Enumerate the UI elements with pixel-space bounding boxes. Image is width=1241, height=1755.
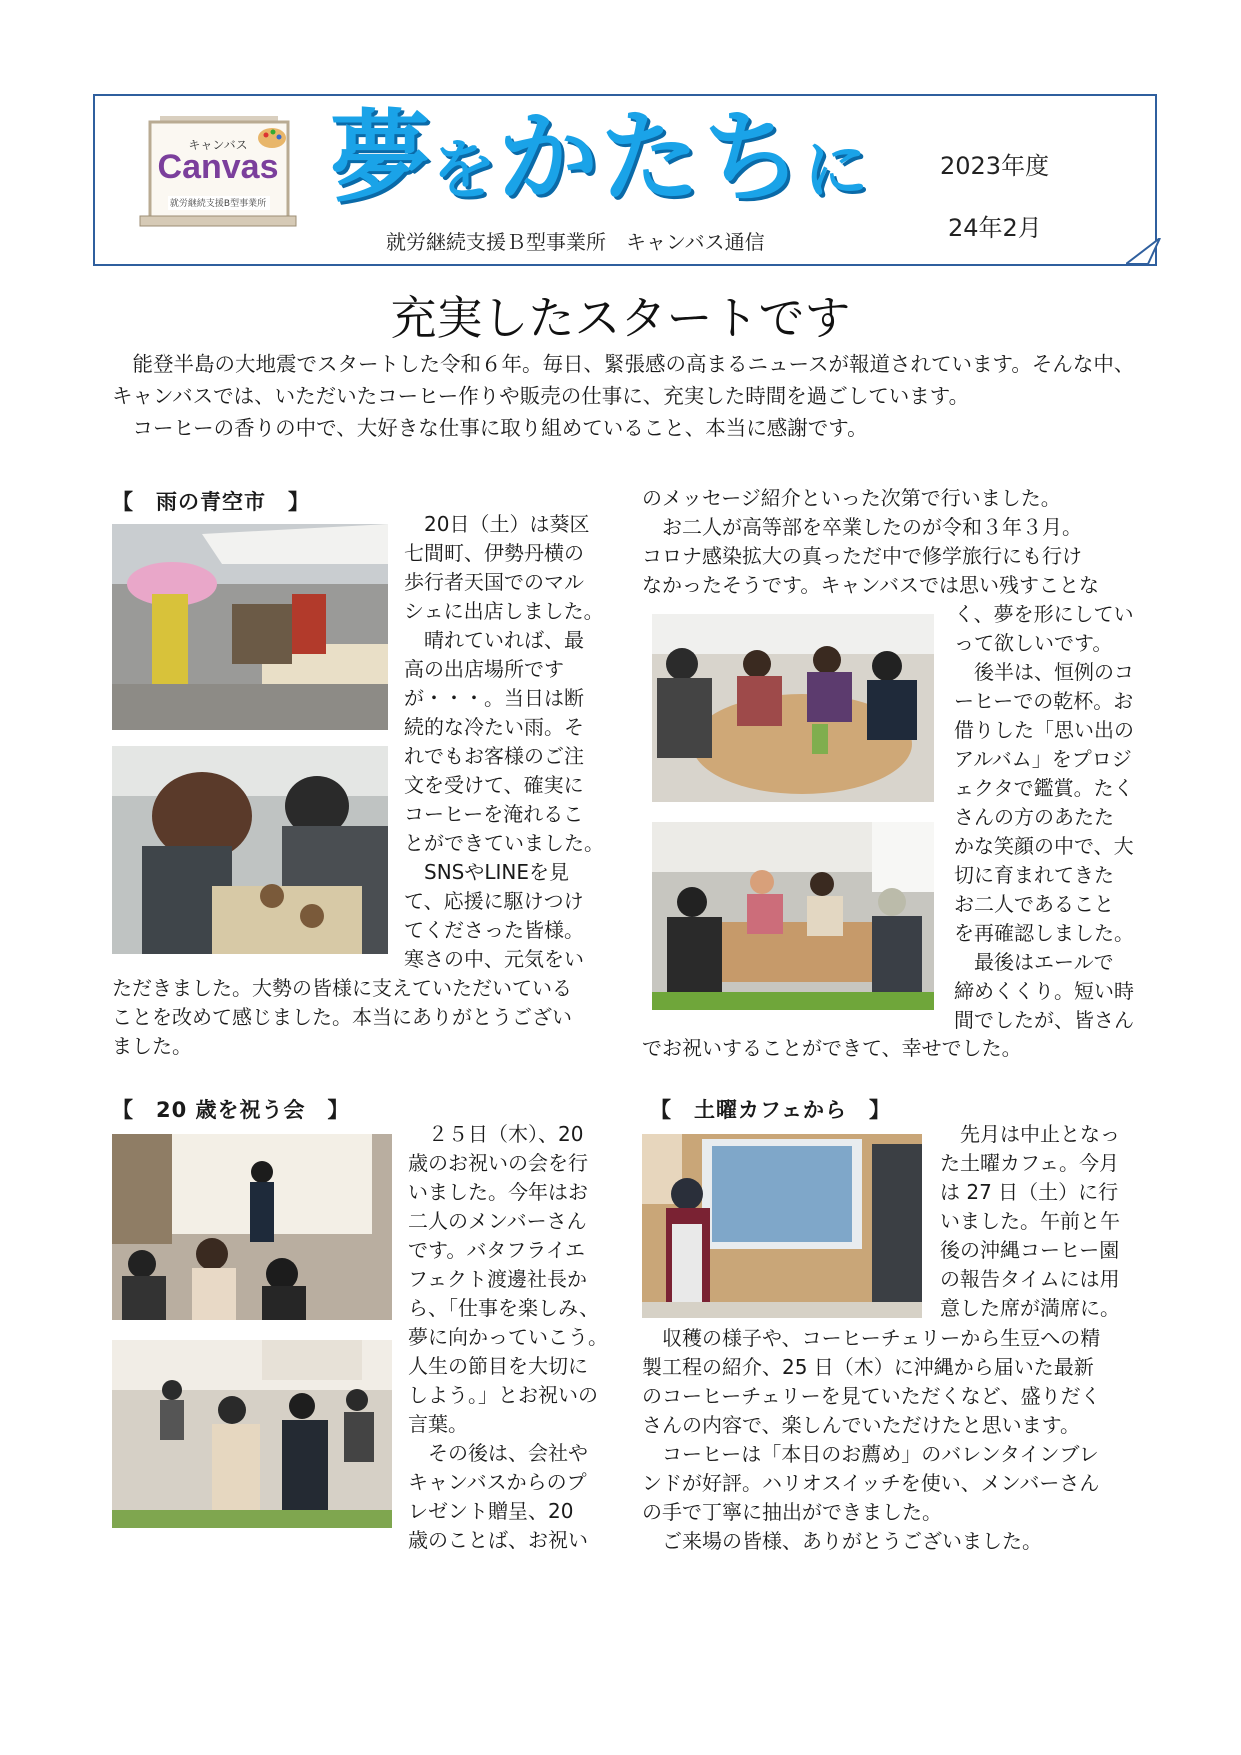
birthday-cont-top-text [642, 484, 1152, 600]
canvas-logo [138, 116, 298, 232]
text-line: とができていました。 [404, 831, 604, 855]
text-line: 言葉。 [408, 1412, 468, 1436]
text-line: が・・・。当日は断 [404, 686, 584, 710]
text-line: って欲しいです。 [954, 631, 1113, 655]
text-line: 晴れていれば、最 [404, 628, 584, 652]
text-line: 寒さの中、元気をい [404, 947, 584, 971]
text-line: ンドが好評。ハリオスイッチを使い、メンバーさん [642, 1471, 1100, 1495]
text-line: ご来場の皆様、ありがとうございました。 [642, 1529, 1042, 1553]
fiscal-year: 2023年度 [940, 152, 1050, 180]
logo-subtitle: 就労継続支援B型事業所 [169, 199, 267, 209]
text-line: 後半は、恒例のコ [954, 660, 1134, 684]
text-line: でお祝いすることができて、幸せでした。 [642, 1036, 1022, 1060]
text-line: コロナ感染拡大の真っただ中で修学旅行にも行け [642, 544, 1082, 568]
text-line: ただきました。大勢の皆様に支えていただいている [112, 976, 572, 1000]
newsletter-title [330, 99, 870, 216]
intro-paragraph: コーヒーの香りの中で、大好きな仕事に取り組めていること、本当に感謝です。 [132, 416, 868, 440]
photo-market-brewing [112, 746, 388, 954]
text-line: れでもお客様のご注 [404, 744, 584, 768]
text-line: かな笑顔の中で、大 [954, 834, 1134, 858]
text-line: ことを改めて感じました。本当にありがとうござい [112, 1005, 572, 1029]
title-char: に [804, 134, 870, 208]
photo-party-group [652, 822, 934, 1010]
text-line: なかったそうです。キャンバスでは思い残すことな [642, 573, 1099, 597]
cafe-side-text [940, 1120, 1154, 1323]
text-line: 20日（土）は葵区 [424, 512, 590, 536]
page-headline: 充実したスタートです [390, 291, 851, 345]
birthday-cont-bottom-text [642, 1034, 1152, 1063]
birthday-side-text [408, 1120, 620, 1555]
text-line: 歳のお祝いの会を行 [408, 1151, 588, 1175]
text-line: 七間町、伊勢丹横の [404, 541, 584, 565]
text-line: シェに出店しました。 [404, 599, 604, 623]
text-line: いました。今年はお [408, 1180, 588, 1204]
text-line: の報告タイムには用 [940, 1267, 1120, 1291]
text-line: お二人であること [954, 892, 1114, 916]
text-line: お二人が高等部を卒業したのが令和３年３月。 [642, 515, 1082, 539]
logo-name: Canvas [157, 148, 279, 186]
text-line: 間でしたが、皆さん [954, 1008, 1134, 1032]
text-line: コーヒーを淹れるこ [404, 802, 584, 826]
section-title-market: 【 雨の青空市 】 [112, 490, 310, 514]
text-line: アルバム」をプロジ [954, 747, 1132, 771]
text-line: 歳のことば、お祝い [408, 1528, 588, 1552]
title-char: 夢 [330, 99, 432, 216]
text-line: いました。午前と午 [940, 1209, 1120, 1233]
text-line: ２５日（木）、20 [428, 1122, 584, 1146]
page-curl-decoration [1126, 238, 1162, 266]
photo-market-stall [112, 524, 388, 730]
cafe-full-text [642, 1324, 1154, 1556]
title-char: を [432, 134, 498, 208]
section-title-cafe: 【 土曜カフェから 】 [650, 1098, 891, 1122]
text-line: く、夢を形にしてい [954, 602, 1134, 626]
text-line: 締めくくり。短い時 [954, 979, 1134, 1003]
text-line: しよう。」とお祝いの [408, 1383, 598, 1407]
text-line: コーヒーは「本日のお薦め」のバレンタインブレ [642, 1442, 1099, 1466]
text-line: 後の沖縄コーヒー園 [940, 1238, 1120, 1262]
text-line: 先月は中止となっ [960, 1122, 1120, 1146]
text-line: ら、「仕事を楽しみ、 [408, 1296, 600, 1320]
text-line: その後は、会社や [408, 1441, 588, 1465]
text-line: の手で丁寧に抽出ができました。 [642, 1500, 942, 1524]
intro-paragraph: 能登半島の大地震でスタートした令和６年。毎日、緊張感の高まるニュースが報道されています。そんな中、キャンバスでは、いただいたコーヒー作りや販売の仕事に、充実した時間を過ごしています。 [112, 352, 1135, 408]
text-line: ーヒーでの乾杯。お [954, 689, 1134, 713]
text-line: 意した席が満席に。 [940, 1296, 1120, 1320]
photo-birthday-speech [112, 1134, 392, 1320]
text-line: ェクタで鑑賞。たく [954, 776, 1134, 800]
issue-month: 24年2月 [948, 214, 1042, 242]
text-line: 続的な冷たい雨。そ [404, 715, 584, 739]
text-line: のメッセージ紹介といった次第で行いました。 [642, 486, 1061, 510]
text-line: は 27 日（土）に行 [940, 1180, 1119, 1204]
text-line: レゼント贈呈、20 [408, 1499, 574, 1523]
text-line: 高の出店場所です [404, 657, 564, 681]
text-line: た土曜カフェ。今月 [940, 1151, 1119, 1175]
text-line: 二人のメンバーさん [408, 1209, 587, 1233]
birthday-cont-side-text [954, 600, 1154, 1035]
intro-text [112, 348, 1142, 444]
text-line: てくださった皆様。 [404, 918, 584, 942]
text-line: 切に育まれてきた [954, 863, 1114, 887]
text-line: 最後はエールで [954, 950, 1114, 974]
text-line: ました。 [112, 1034, 192, 1058]
text-line: 文を受けて、確実に [404, 773, 584, 797]
text-line: 歩行者天国でのマル [404, 570, 584, 594]
text-line: を再確認しました。 [954, 921, 1134, 945]
market-side-text [404, 510, 614, 974]
text-line: 製工程の紹介、25 日（木）に沖縄から届いた最新 [642, 1355, 1094, 1379]
text-line: SNSやLINEを見 [404, 860, 569, 884]
text-line: 夢に向かっていこう。 [408, 1325, 608, 1349]
photo-birthday-guests [112, 1340, 392, 1528]
title-char: かたち [498, 99, 804, 216]
photo-cafe-presentation [642, 1134, 922, 1318]
text-line: さんの内容で、楽しんでいただけたと思います。 [642, 1413, 1080, 1437]
market-full-text [112, 974, 622, 1061]
newsletter-subtitle: 就労継続支援Ｂ型事業所 キャンバス通信 [386, 230, 765, 254]
text-line: て、応援に駆けつけ [404, 889, 584, 913]
text-line: キャンバスからのプ [408, 1470, 587, 1494]
photo-toast-table [652, 614, 934, 802]
text-line: フェクト渡邊社長か [408, 1267, 587, 1291]
text-line: 人生の節目を大切に [408, 1354, 588, 1378]
text-line: です。バタフライエ [408, 1238, 585, 1262]
text-line: のコーヒーチェリーを見ていただくなど、盛りだく [642, 1384, 1101, 1408]
text-line: 借りした「思い出の [954, 718, 1134, 742]
text-line: 収穫の様子や、コーヒーチェリーから生豆への精 [642, 1326, 1101, 1350]
text-line: さんの方のあたた [954, 805, 1114, 829]
logo-kana: キャンバス [188, 138, 248, 152]
section-title-birthday: 【 20 歳を祝う会 】 [112, 1098, 350, 1122]
